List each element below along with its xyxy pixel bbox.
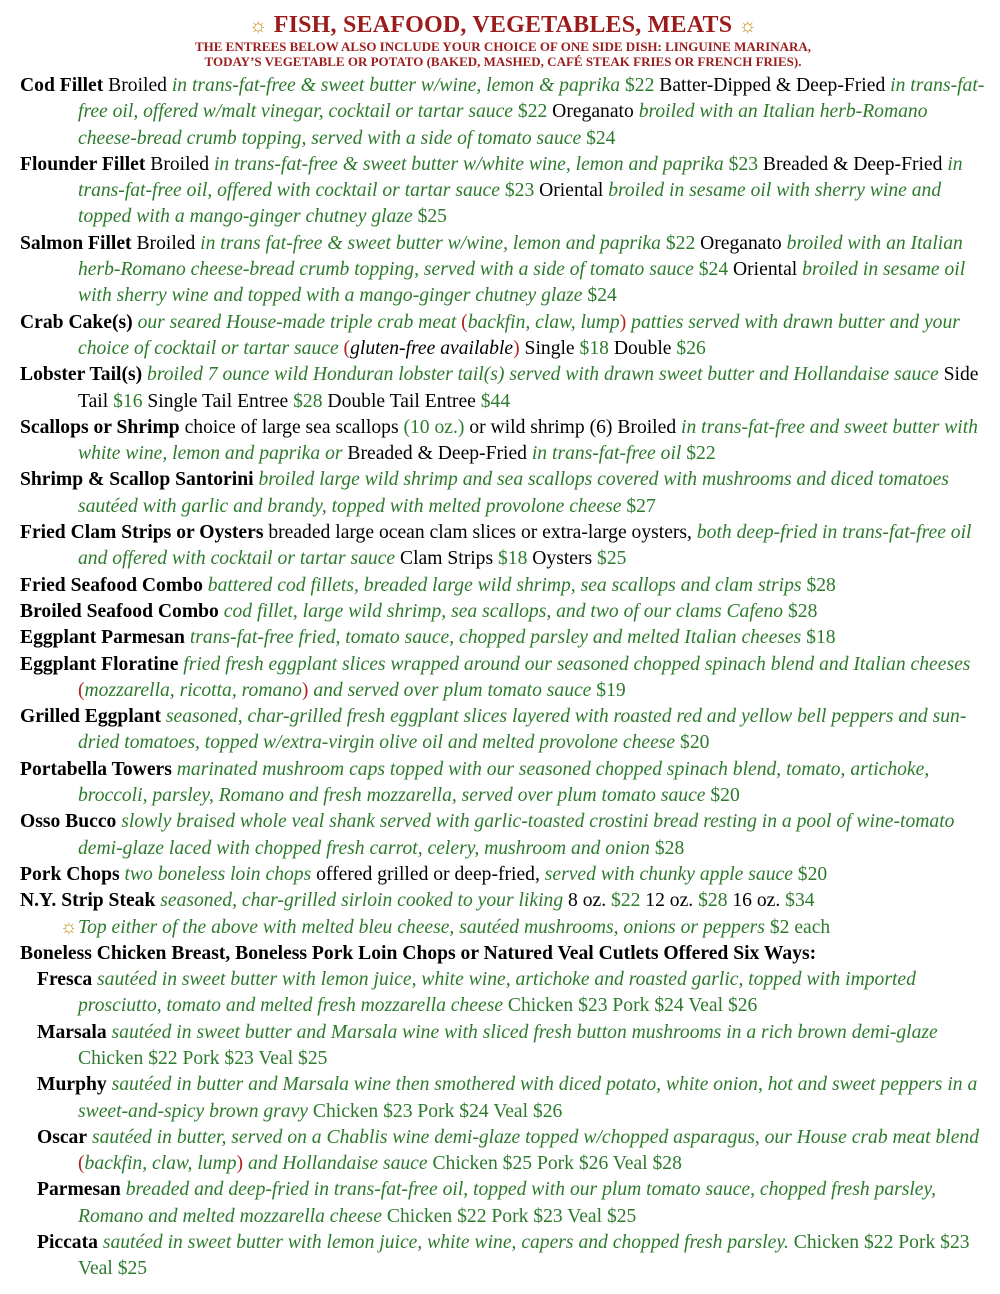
item-price: $20 — [797, 863, 828, 885]
six-ways-item — [20, 1020, 986, 1073]
item-description: ( — [78, 1153, 85, 1175]
menu-list — [20, 73, 986, 1283]
item-description: sautéed in sweet butter and Marsala wine with sliced fresh button mushrooms in a rich brown demi-glaze — [106, 1021, 938, 1043]
menu-item — [20, 625, 986, 651]
item-description: our seared House-made triple crab meat — [137, 311, 462, 333]
sun-icon: ☼ — [738, 15, 757, 37]
item-price: $28 — [654, 837, 685, 859]
item-description: broiled with an Italian herb-Romano cheese-bread crumb topping, served with a side of tomato sauce — [78, 232, 963, 281]
item-name: N.Y. Strip Steak — [20, 890, 161, 912]
menu-item — [20, 310, 986, 363]
item-description: ) — [236, 1153, 244, 1175]
item-description: ) — [619, 311, 627, 333]
item-price: Chicken $23 Pork $24 Veal $26 — [312, 1100, 563, 1122]
item-price: $22 — [611, 890, 641, 912]
page-title — [20, 12, 986, 39]
item-description: sautéed in sweet butter with lemon juice, white wine, artichoke and roasted garlic, topped with imported prosciutto, tomato and melted fresh mozzarella cheese — [78, 969, 916, 1017]
item-description: sautéed in butter and Marsala wine then smothered with diced potato, white onion, hot and sweet peppers in a sweet-and-spicy brown gravy — [78, 1074, 978, 1122]
six-ways-item — [20, 967, 986, 1020]
item-name: Murphy — [37, 1074, 107, 1096]
item-description: 12 oz. — [640, 890, 699, 912]
item-description: in trans-fat-free & sweet butter w/white wine, lemon and paprika — [213, 153, 729, 175]
item-price: Chicken $22 Pork $23 Veal $25 — [78, 1232, 970, 1280]
item-price: $28 — [806, 574, 836, 596]
topping-note-text: Top either of the above with melted bleu cheese, sautéed mushrooms, onions or peppers — [77, 916, 770, 938]
item-name: Salmon Fillet — [20, 232, 137, 254]
item-description: broiled large wild shrimp and sea scallops covered with mushrooms and diced tomatoes sautéed with garlic and brandy, topped with melted provolone cheese — [78, 469, 949, 517]
item-name: Lobster Tail(s) — [20, 364, 148, 386]
menu-item — [20, 704, 986, 757]
item-description: Breaded & Deep-Fried — [757, 153, 948, 175]
item-price: $27 — [626, 495, 656, 517]
item-description: mozzarella, ricotta, romano — [84, 679, 302, 701]
item-price: $26 — [676, 337, 706, 359]
item-description: sautéed in butter, served on a Chablis wine demi-glaze topped w/chopped asparagus, our House crab meat blend — [87, 1126, 980, 1148]
item-price: $44 — [480, 390, 511, 412]
item-description: fried fresh eggplant slices wrapped around our seasoned chopped spinach blend and Italian cheeses — [183, 653, 971, 675]
item-description: broiled 7 ounce wild Honduran lobster tail(s) served with drawn sweet butter and Hollandaise sauce — [147, 364, 944, 386]
item-price: $24 — [587, 285, 617, 307]
item-name: Osso Bucco — [20, 811, 122, 833]
item-description: or wild shrimp (6) Broiled — [464, 416, 682, 438]
item-description: Double — [608, 337, 677, 359]
item-name: Fried Clam Strips or Oysters — [20, 522, 269, 544]
menu-item — [20, 862, 986, 888]
item-description: backfin, claw, lump — [84, 1153, 237, 1175]
six-ways-item — [20, 1230, 986, 1283]
item-price: (10 oz.) — [403, 416, 465, 438]
sun-icon: ☼ — [60, 916, 78, 938]
item-description: in trans-fat-free oil, offered with cocktail or tartar sauce — [78, 153, 963, 202]
item-description: cod fillet, large wild shrimp, sea scallops, and two of our clams Cafeno — [223, 600, 788, 622]
item-name: Grilled Eggplant — [20, 706, 166, 728]
item-description: in trans-fat-free oil — [531, 443, 687, 465]
item-description: in trans-fat-free & sweet butter w/wine, lemon & paprika — [171, 75, 625, 96]
item-description: and served over plum tomato sauce — [308, 679, 597, 701]
item-name: Eggplant Floratine — [20, 653, 184, 675]
six-ways-heading — [20, 941, 986, 967]
item-description: seasoned, char-grilled sirloin cooked to your liking — [160, 890, 569, 912]
item-description: served with chunky apple sauce — [544, 863, 798, 885]
item-description: Double Tail Entree — [322, 390, 481, 412]
menu-item — [20, 652, 986, 705]
item-description: ) — [513, 337, 520, 359]
item-description: backfin, claw, lump — [467, 311, 620, 333]
item-price: Chicken $22 Pork $23 Veal $25 — [78, 1047, 328, 1069]
item-description: Clam Strips — [400, 548, 498, 570]
side-dish-note — [20, 39, 986, 69]
item-name: Pork Chops — [20, 863, 125, 885]
item-description: patties served with drawn butter and your choice of cocktail or tartar sauce — [78, 311, 960, 359]
item-description: Broiled — [136, 232, 201, 254]
item-name: Marsala — [37, 1021, 107, 1043]
item-description: Oysters — [527, 548, 598, 570]
topping-note-price: $2 each — [769, 916, 831, 938]
item-price: $19 — [596, 679, 626, 701]
side-dish-note-line2: TODAY’S VEGETABLE OR POTATO (BAKED, MASHED, CAFÉ STEAK FRIES OR FRENCH FRIES). — [204, 54, 802, 69]
item-name: Eggplant Parmesan — [20, 627, 190, 649]
item-price: Chicken $22 Pork $23 Veal $25 — [386, 1205, 637, 1227]
menu-item — [20, 231, 986, 310]
item-name: Portabella Towers — [20, 758, 177, 780]
item-price: $34 — [785, 890, 815, 912]
item-price: $16 — [113, 390, 143, 412]
title-text: FISH, SEAFOOD, VEGETABLES, MEATS — [273, 12, 733, 38]
item-price: $28 — [698, 890, 728, 912]
menu-item — [20, 73, 986, 152]
six-ways-item — [20, 1177, 986, 1230]
item-description: Breaded & Deep-Fried — [347, 443, 532, 465]
item-description: Side Tail — [78, 364, 979, 412]
item-description: breaded and deep-fried in trans-fat-free oil, topped with our plum tomato sauce, chopped fresh parsley, Romano and melted mozzarella cheese — [78, 1179, 937, 1227]
item-description: gluten-free available — [350, 337, 514, 359]
item-name: Fried Seafood Combo — [20, 574, 208, 596]
item-description: broiled with an Italian herb-Romano cheese-bread crumb topping, served with a side of tomato sauce — [78, 101, 928, 149]
menu-item — [20, 573, 986, 599]
item-price: $20 — [680, 732, 710, 754]
menu-item — [20, 599, 986, 625]
item-price: $24 — [586, 127, 616, 149]
item-description: broiled in sesame oil with sherry wine and topped with a mango-ginger chutney glaze — [78, 180, 942, 228]
item-price: $24 — [698, 259, 729, 281]
item-price: $25 — [417, 206, 447, 228]
menu-item — [20, 415, 986, 468]
item-price: $28 — [293, 390, 323, 412]
item-description: in trans-fat-free oil, offered w/malt vinegar, cocktail or tartar sauce — [78, 75, 985, 123]
item-description: Single Tail Entree — [142, 390, 294, 412]
item-description: Broiled — [108, 75, 172, 96]
item-price: $18 — [806, 627, 836, 649]
menu-item — [20, 152, 986, 231]
item-description: slowly braised whole veal shank served with garlic-toasted crostini bread resting in a pool of wine-tomato demi-glaze laced with chopped fresh carrot, celery, mushroom and onion — [78, 811, 955, 859]
item-description: in trans fat-free & sweet butter w/wine, lemon and paprika — [200, 232, 666, 254]
item-price: $23 — [728, 153, 758, 175]
item-description: Batter-Dipped & Deep-Fried — [654, 75, 891, 96]
item-description: in trans-fat-free and sweet butter with white wine, lemon and paprika or — [78, 416, 978, 465]
item-description: trans-fat-free fried, tomato sauce, chopped parsley and melted Italian cheeses — [189, 627, 807, 649]
item-description: broiled in sesame oil with sherry wine and topped with a mango-ginger chutney glaze — [78, 259, 966, 307]
item-price: $20 — [710, 785, 740, 807]
item-description: battered cod fillets, breaded large wild shrimp, sea scallops and clam strips — [207, 574, 807, 596]
item-name: Crab Cake(s) — [20, 311, 138, 333]
item-description: and Hollandaise sauce — [243, 1153, 433, 1175]
menu-item — [20, 520, 986, 573]
item-description: breaded large ocean clam slices or extra-large oysters, — [268, 522, 697, 544]
topping-note — [20, 915, 986, 941]
item-price: Chicken $25 Pork $26 Veal $28 — [432, 1153, 682, 1175]
item-description: 16 oz. — [727, 890, 786, 912]
item-price: $18 — [579, 337, 609, 359]
item-description: 8 oz. — [568, 890, 612, 912]
item-description: Oreganato — [547, 101, 639, 123]
item-description: marinated mushroom caps topped with our seasoned chopped spinach blend, tomato, artichoke, broccoli, parsley, Romano and fresh mozzarella, served over plum tomato sauce — [78, 758, 930, 807]
item-description: sautéed in sweet butter with lemon juice, white wine, capers and chopped fresh parsley. — [97, 1232, 794, 1254]
item-price: $22 — [665, 232, 696, 254]
item-description: both deep-fried in trans-fat-free oil and offered with cocktail or tartar sauce — [78, 522, 972, 570]
item-description: Oriental — [534, 180, 609, 202]
menu-item — [20, 888, 986, 914]
item-description: ) — [301, 679, 309, 701]
item-description: choice of large sea scallops — [184, 416, 404, 438]
item-name: Piccata — [37, 1232, 98, 1254]
six-ways-heading-text: Boneless Chicken Breast, Boneless Pork Loin Chops or Natured Veal Cutlets Offered Six Ways: — [20, 942, 817, 964]
item-description: seasoned, char-grilled fresh eggplant slices layered with roasted red and yellow bell peppers and sun-dried tomatoes, topped w/extra-virgin olive oil and melted provolone cheese — [78, 706, 967, 754]
item-description: offered grilled or deep-fried, — [316, 863, 545, 885]
item-price: $18 — [497, 548, 528, 570]
menu-item — [20, 362, 986, 415]
menu-item — [20, 757, 986, 810]
item-description: ( — [461, 311, 468, 333]
six-ways-item — [20, 1125, 986, 1178]
item-name: Scallops or Shrimp — [20, 416, 185, 438]
item-name: Cod Fillet — [20, 75, 109, 96]
menu-item — [20, 467, 986, 520]
side-dish-note-line1: THE ENTREES BELOW ALSO INCLUDE YOUR CHOICE OF ONE SIDE DISH: LINGUINE MARINARA, — [194, 39, 812, 54]
sun-icon: ☼ — [249, 15, 268, 37]
item-description: Single — [519, 337, 580, 359]
item-price: $22 — [686, 443, 716, 465]
item-name: Fresca — [37, 969, 93, 991]
item-description: Oreganato — [695, 232, 787, 254]
six-ways-item — [20, 1072, 986, 1125]
item-price: $22 — [625, 75, 655, 96]
item-name: Broiled Seafood Combo — [20, 600, 224, 622]
item-description: ( — [343, 337, 351, 359]
item-price: $25 — [597, 548, 627, 570]
item-description: ( — [78, 679, 85, 701]
item-name: Parmesan — [37, 1179, 121, 1201]
item-description: Oriental — [728, 259, 803, 281]
menu-item — [20, 809, 986, 862]
item-price: Chicken $23 Pork $24 Veal $26 — [507, 995, 758, 1017]
item-name: Oscar — [37, 1126, 88, 1148]
item-description: Broiled — [150, 153, 214, 175]
item-price: $22 — [517, 101, 548, 123]
item-description: two boneless loin chops — [124, 863, 317, 885]
item-name: Shrimp & Scallop Santorini — [20, 469, 259, 491]
item-price: $23 — [504, 180, 535, 202]
item-price: $28 — [788, 600, 818, 622]
item-name: Flounder Fillet — [20, 153, 151, 175]
